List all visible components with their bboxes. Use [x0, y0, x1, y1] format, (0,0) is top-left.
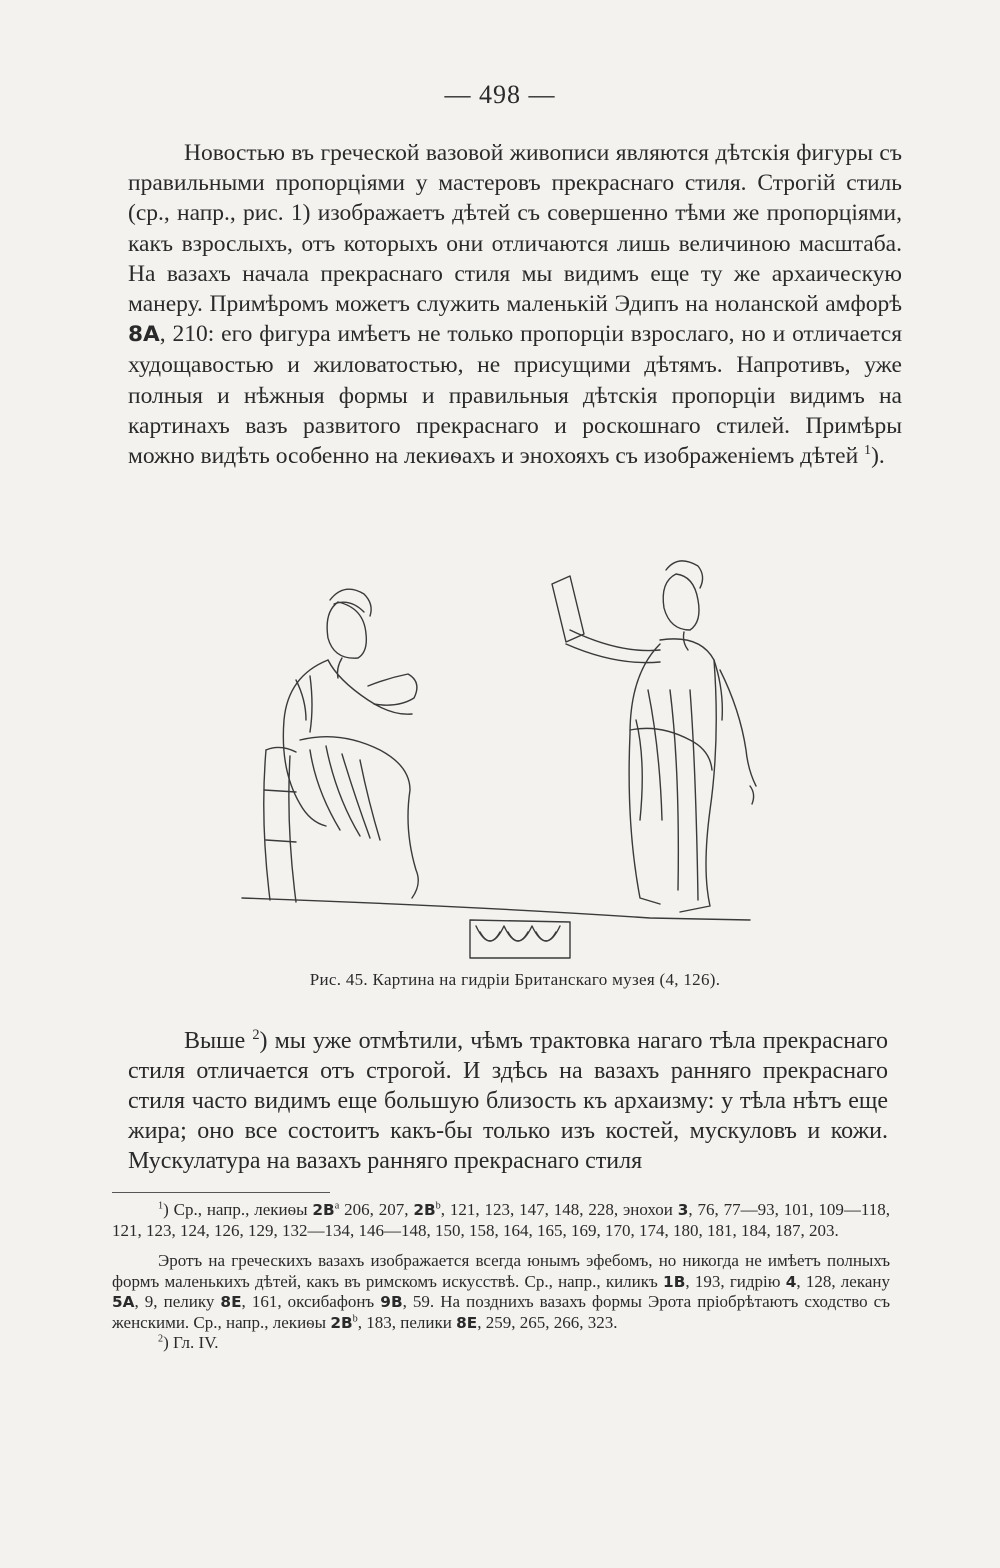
footnote-eros: [112, 1251, 890, 1333]
vase-painting-illustration: [230, 540, 790, 970]
seated-woman-figure: [264, 589, 419, 902]
text-run: Новостью въ греческой вазовой живописи являются дѣтскія фигуры съ правильными пропорціями у мастеровъ прекраснаго стиля. Строгій стиль (ср., напр., рис. 1) изображаетъ дѣтей съ совершенно тѣми же пропорціями, какъ взрослыхъ, отъ которыхъ они отличаются лишь величиною масштаба. На вазахъ начала прекраснаго стиля мы видимъ еще ту же архаическую манеру. Примѣромъ можетъ служить маленькій Эдипъ на ноланской амфорѣ: [128, 140, 902, 318]
superscript: b: [352, 1312, 358, 1324]
vase-reference: 2B: [312, 1201, 335, 1219]
text-run: , 193, гидрію: [685, 1271, 786, 1291]
vase-reference: 2B: [330, 1313, 353, 1332]
text-run: Выше: [184, 1028, 253, 1054]
vase-reference: 3: [677, 1201, 689, 1219]
text-run: ) мы уже отмѣтили, чѣмъ трактовка нагаго тѣла прекраснаго стиля отличается отъ строгой. И здѣсь на вазахъ ранняго прекраснаго стиля часто видимъ еще большую близость къ архаизму: у тѣла нѣтъ еще жира; оно все состоитъ какъ-бы только изъ костей, мускуловъ и кожи. Мускулатура на вазахъ ранняго прекраснаго стиля: [128, 1028, 888, 1174]
text-run: , 161, оксибафонъ: [241, 1292, 381, 1311]
page-number: — 498 —: [444, 80, 556, 109]
footnote-1: [112, 1200, 890, 1241]
text-run: , 9, пелику: [134, 1292, 221, 1311]
vase-reference: 4: [785, 1272, 797, 1291]
text-run: , 128, лекану: [796, 1271, 890, 1291]
standing-woman-figure: [552, 561, 756, 912]
text-run: , 76, 77—93, 101, 109—118, 121, 123, 124, 126, 129, 132—134, 146—148, 150, 158, 164, 165, 169, 170, 174, 180, 181, 184, 187, 203.: [112, 1200, 890, 1240]
footnote-2: [112, 1333, 890, 1354]
text-run: 206, 207,: [339, 1200, 414, 1219]
footnotes: [112, 1200, 890, 1354]
text-run: ).: [871, 443, 885, 470]
text-run: , 59. На позднихъ вазахъ формы Эрота пріобрѣтаютъ сходство съ женскими. Ср., напр., лекиѳы: [112, 1292, 891, 1332]
paragraph-nude-body: [128, 1026, 888, 1176]
vase-reference: 9B: [380, 1293, 403, 1311]
footnote-marker: 2: [158, 1333, 164, 1345]
superscript: a: [334, 1200, 340, 1212]
footnote-marker: 2: [252, 1027, 260, 1043]
superscript: b: [435, 1200, 441, 1212]
vase-reference: 8E: [220, 1293, 242, 1311]
footnote-marker: 1: [158, 1200, 164, 1212]
text-run: , 210: его фигура имѣетъ не только пропорціи взрослаго, но и отличается худощавостью и жиловатостью, не присущими дѣтямъ. Напротивъ, уже полныя и нѣжныя формы и правильныя дѣтскія пропорціи видимъ на картинахъ вазъ развитого прекраснаго и роскошнаго стилей. Примѣры можно видѣть особенно на лекиѳахъ и энохояхъ съ изображеніемъ дѣтей: [128, 321, 902, 470]
text-run: , 183, пелики: [357, 1312, 457, 1332]
vase-reference: 5A: [112, 1293, 135, 1311]
ground-line: [242, 898, 750, 920]
text-run: ) Ср., напр., лекиѳы: [163, 1200, 313, 1219]
text-run: Эротъ на греческихъ вазахъ изображается всегда юнымъ эфебомъ, но никогда не имѣетъ полныхъ формъ маленькихъ дѣтей, какъ въ римскомъ искусствѣ. Ср., напр., киликъ: [112, 1251, 890, 1291]
vase-reference: 1B: [663, 1272, 686, 1291]
text-run: ) Гл. IV.: [163, 1333, 219, 1352]
footnote-marker: 1: [864, 442, 872, 459]
paragraph-children-figures: [128, 138, 902, 471]
palmette-ornament: [470, 920, 570, 958]
vase-reference: 8E: [456, 1313, 478, 1332]
vase-reference: 8A: [128, 322, 160, 348]
vase-reference: 2B: [413, 1201, 436, 1219]
footnote-divider: [112, 1192, 330, 1193]
text-run: , 121, 123, 147, 148, 228, энохои: [440, 1200, 678, 1219]
figure-caption: Рис. 45. Картина на гидріи Британскаго музея (4, 126).: [309, 970, 721, 989]
text-run: , 259, 265, 266, 323.: [477, 1312, 618, 1332]
